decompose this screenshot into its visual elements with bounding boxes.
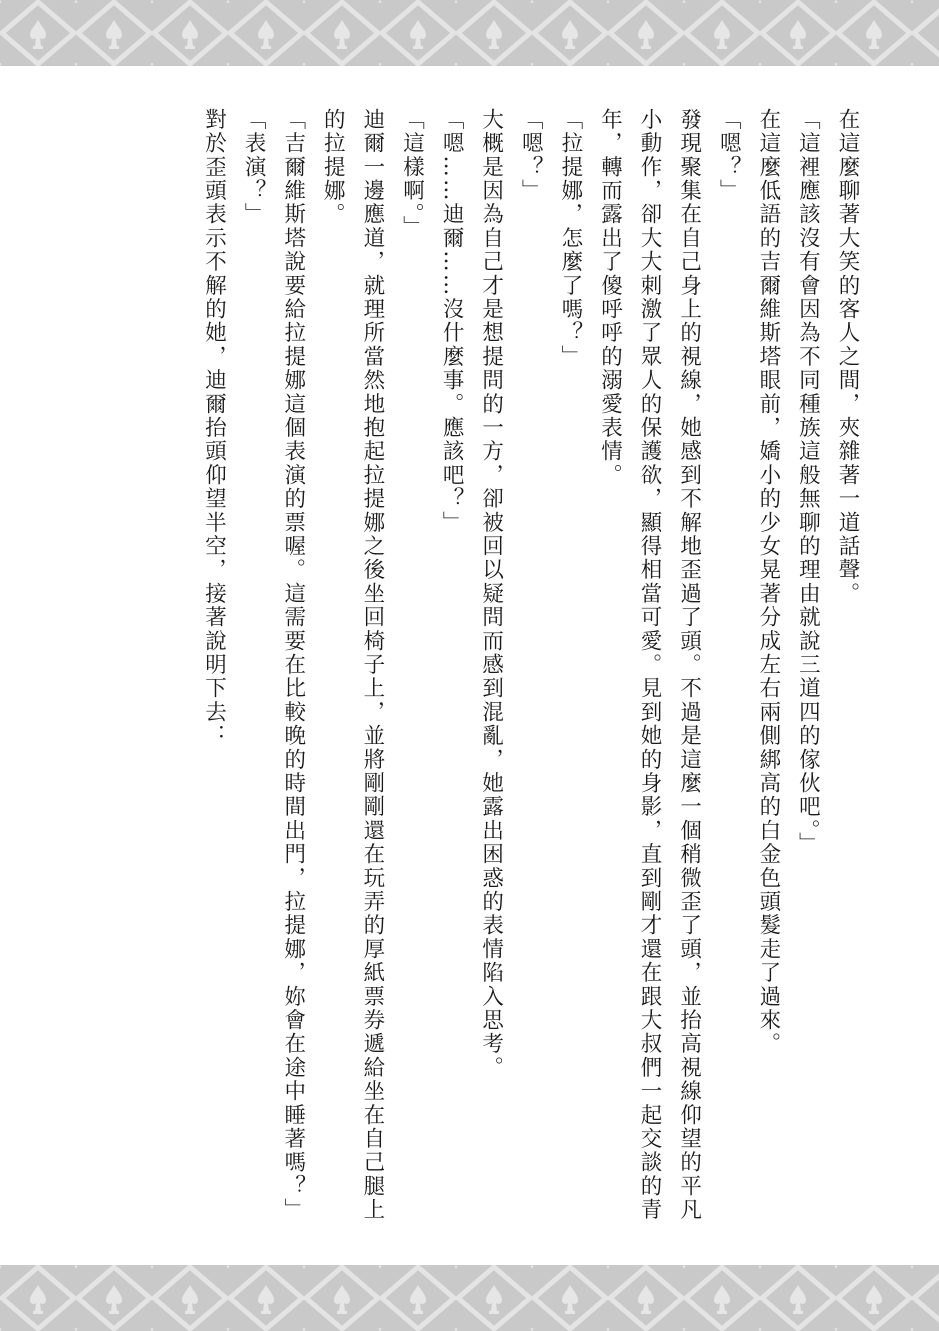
ornament-pattern-bottom — [0, 1265, 939, 1331]
decorative-header-band — [0, 0, 939, 66]
paragraph: 在這麼聊著大笑的客人之間，夾雜著一道話聲。 — [835, 108, 860, 606]
paragraph: 「這樣啊。」 — [399, 108, 425, 240]
paragraph: 發現聚集在自己身上的視線，她感到不解地歪過了頭。不過是這麼一個稍微歪了頭，並抬高視線仰望的平凡小動作，卻大大刺激了眾人的保護欲，顯得相當可愛。見到她的身影，直到剛才還在跟大叔們一起交談的青年，轉而露出了傻呼呼的溺愛表情。 — [597, 108, 702, 1222]
paragraph: 對於歪頭表示不解的她，迪爾抬頭仰望半空，接著說明下去： — [201, 108, 227, 748]
paragraph: 「這裡應該沒有會因為不同種族這般無聊的理由就說三道四的傢伙吧。」 — [795, 108, 821, 856]
paragraph: 大概是因為自己才是想提問的一方，卻被回以疑問而感到混亂，她露出困惑的表情陷入思考。 — [478, 108, 504, 1080]
vertical-body-text — [67, 108, 867, 1238]
paragraph: 迪爾一邊應道，就理所當然地抱起拉提娜之後坐回椅子上，並將剛剛還在玩弄的厚紙票券遞給坐在自己腿上的拉提娜。 — [320, 108, 385, 1222]
paragraph: 「表演？」 — [241, 108, 267, 227]
paragraph: 「拉提娜，怎麼了嗎？」 — [557, 108, 583, 369]
paragraph: 「嗯？」 — [518, 108, 544, 203]
decorative-footer-band — [0, 1265, 939, 1331]
paragraph: 在這麼低語的吉爾維斯塔眼前，嬌小的少女晃著分成左右兩側綁高的白金色頭髮走了過來。 — [755, 108, 781, 1056]
ornament-pattern-top — [0, 0, 939, 66]
paragraph: 「嗯？」 — [716, 108, 742, 203]
paragraph: 「吉爾維斯塔說要給拉提娜這個表演的票喔。這需要在比較晚的時間出門，拉提娜，妳會在途中睡著嗎？」 — [280, 108, 306, 1222]
paragraph: 「嗯……迪爾……沒什麼事。應該吧？」 — [439, 108, 465, 535]
